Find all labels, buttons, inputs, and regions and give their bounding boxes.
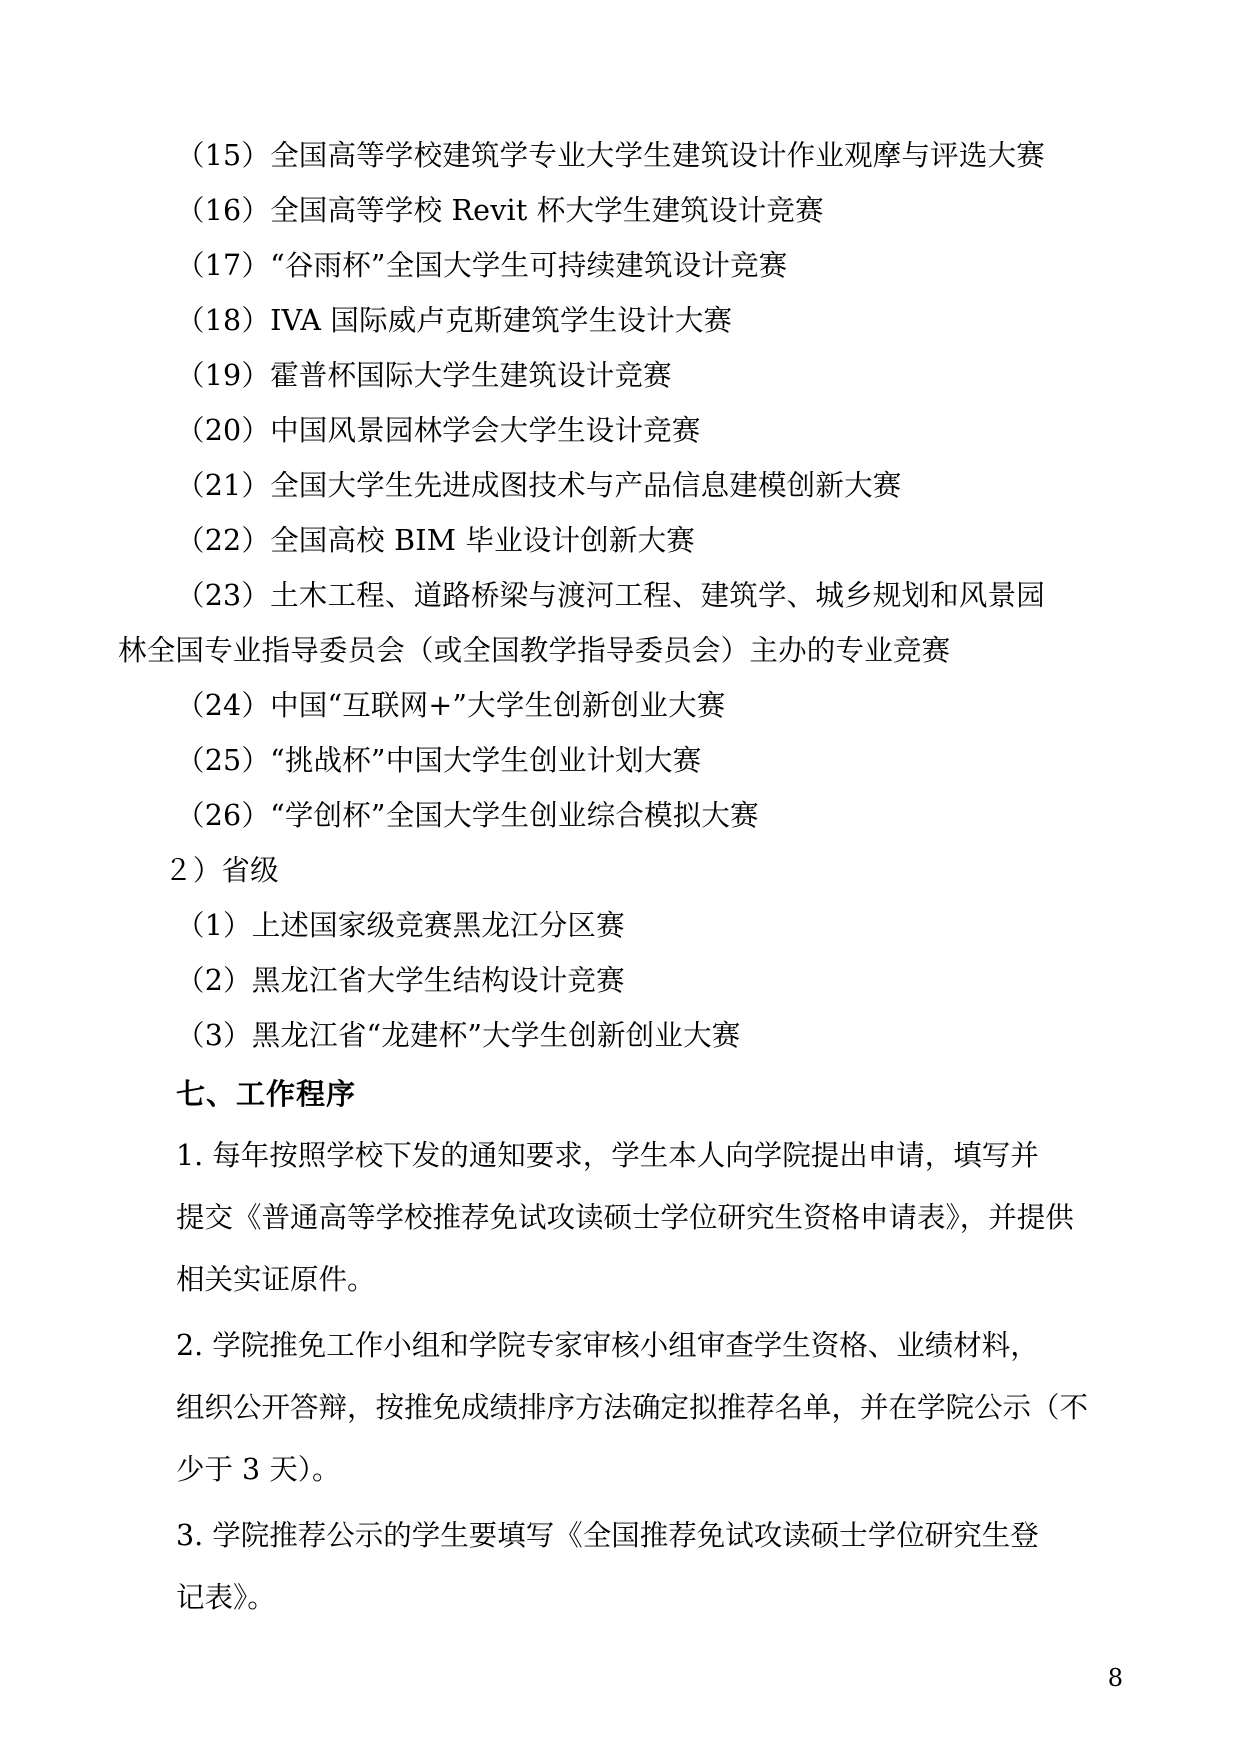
subsection-provincial-label: ２）省级 bbox=[164, 854, 279, 887]
list-item-23-line2: 林全国专业指导委员会（或全国教学指导委员会）主办的专业竞赛 bbox=[118, 634, 951, 667]
list-item: （18）IVA 国际威卢克斯建筑学生设计大赛 bbox=[176, 304, 733, 337]
list-item: （26）“学创杯”全国大学生创业综合模拟大赛 bbox=[176, 799, 759, 832]
section-heading: 七、工作程序 bbox=[176, 1077, 357, 1111]
page-number: 8 bbox=[1107, 1664, 1123, 1692]
procedure-item-3-line1: 3. 学院推荐公示的学生要填写《全国推荐免试攻读硕士学位研究生登 bbox=[176, 1519, 1039, 1552]
list-item: （22）全国高校 BIM 毕业设计创新大赛 bbox=[176, 524, 695, 557]
list-item: （16）全国高等学校 Revit 杯大学生建筑设计竞赛 bbox=[176, 194, 824, 227]
procedure-item-2-line1: 2. 学院推免工作小组和学院专家审核小组审查学生资格、业绩材料， bbox=[176, 1329, 1039, 1362]
procedure-item-1-line1: 1. 每年按照学校下发的通知要求，学生本人向学院提出申请，填写并 bbox=[176, 1139, 1039, 1172]
procedure-item-1-line2: 提交《普通高等学校推荐免试攻读硕士学位研究生资格申请表》，并提供 bbox=[176, 1201, 1074, 1234]
procedure-item-1-line3: 相关实证原件。 bbox=[176, 1263, 376, 1296]
procedure-item-2-line2: 组织公开答辩，按推免成绩排序方法确定拟推荐名单，并在学院公示（不 bbox=[176, 1391, 1089, 1424]
list-item: （21）全国大学生先进成图技术与产品信息建模创新大赛 bbox=[176, 469, 902, 502]
procedure-item-2-line3: 少于 3 天）。 bbox=[176, 1453, 341, 1486]
procedure-item-3-line2: 记表》。 bbox=[176, 1581, 276, 1614]
list-item: （19）霍普杯国际大学生建筑设计竞赛 bbox=[176, 359, 672, 392]
list-item: （2）黑龙江省大学生结构设计竞赛 bbox=[176, 964, 625, 997]
list-item-23-line1: （23）土木工程、道路桥梁与渡河工程、建筑学、城乡规划和风景园 bbox=[176, 579, 1045, 612]
list-item: （20）中国风景园林学会大学生设计竞赛 bbox=[176, 414, 701, 447]
list-item: （24）中国“互联网+”大学生创新创业大赛 bbox=[176, 689, 726, 722]
list-item: （17）“谷雨杯”全国大学生可持续建筑设计竞赛 bbox=[176, 249, 788, 282]
page-content bbox=[118, 128, 1123, 1629]
list-item: （15）全国高等学校建筑学专业大学生建筑设计作业观摩与评选大赛 bbox=[176, 139, 1045, 172]
list-item: （25）“挑战杯”中国大学生创业计划大赛 bbox=[176, 744, 702, 777]
list-item: （3）黑龙江省“龙建杯”大学生创新创业大赛 bbox=[176, 1019, 741, 1052]
list-item: （1）上述国家级竞赛黑龙江分区赛 bbox=[176, 909, 625, 942]
